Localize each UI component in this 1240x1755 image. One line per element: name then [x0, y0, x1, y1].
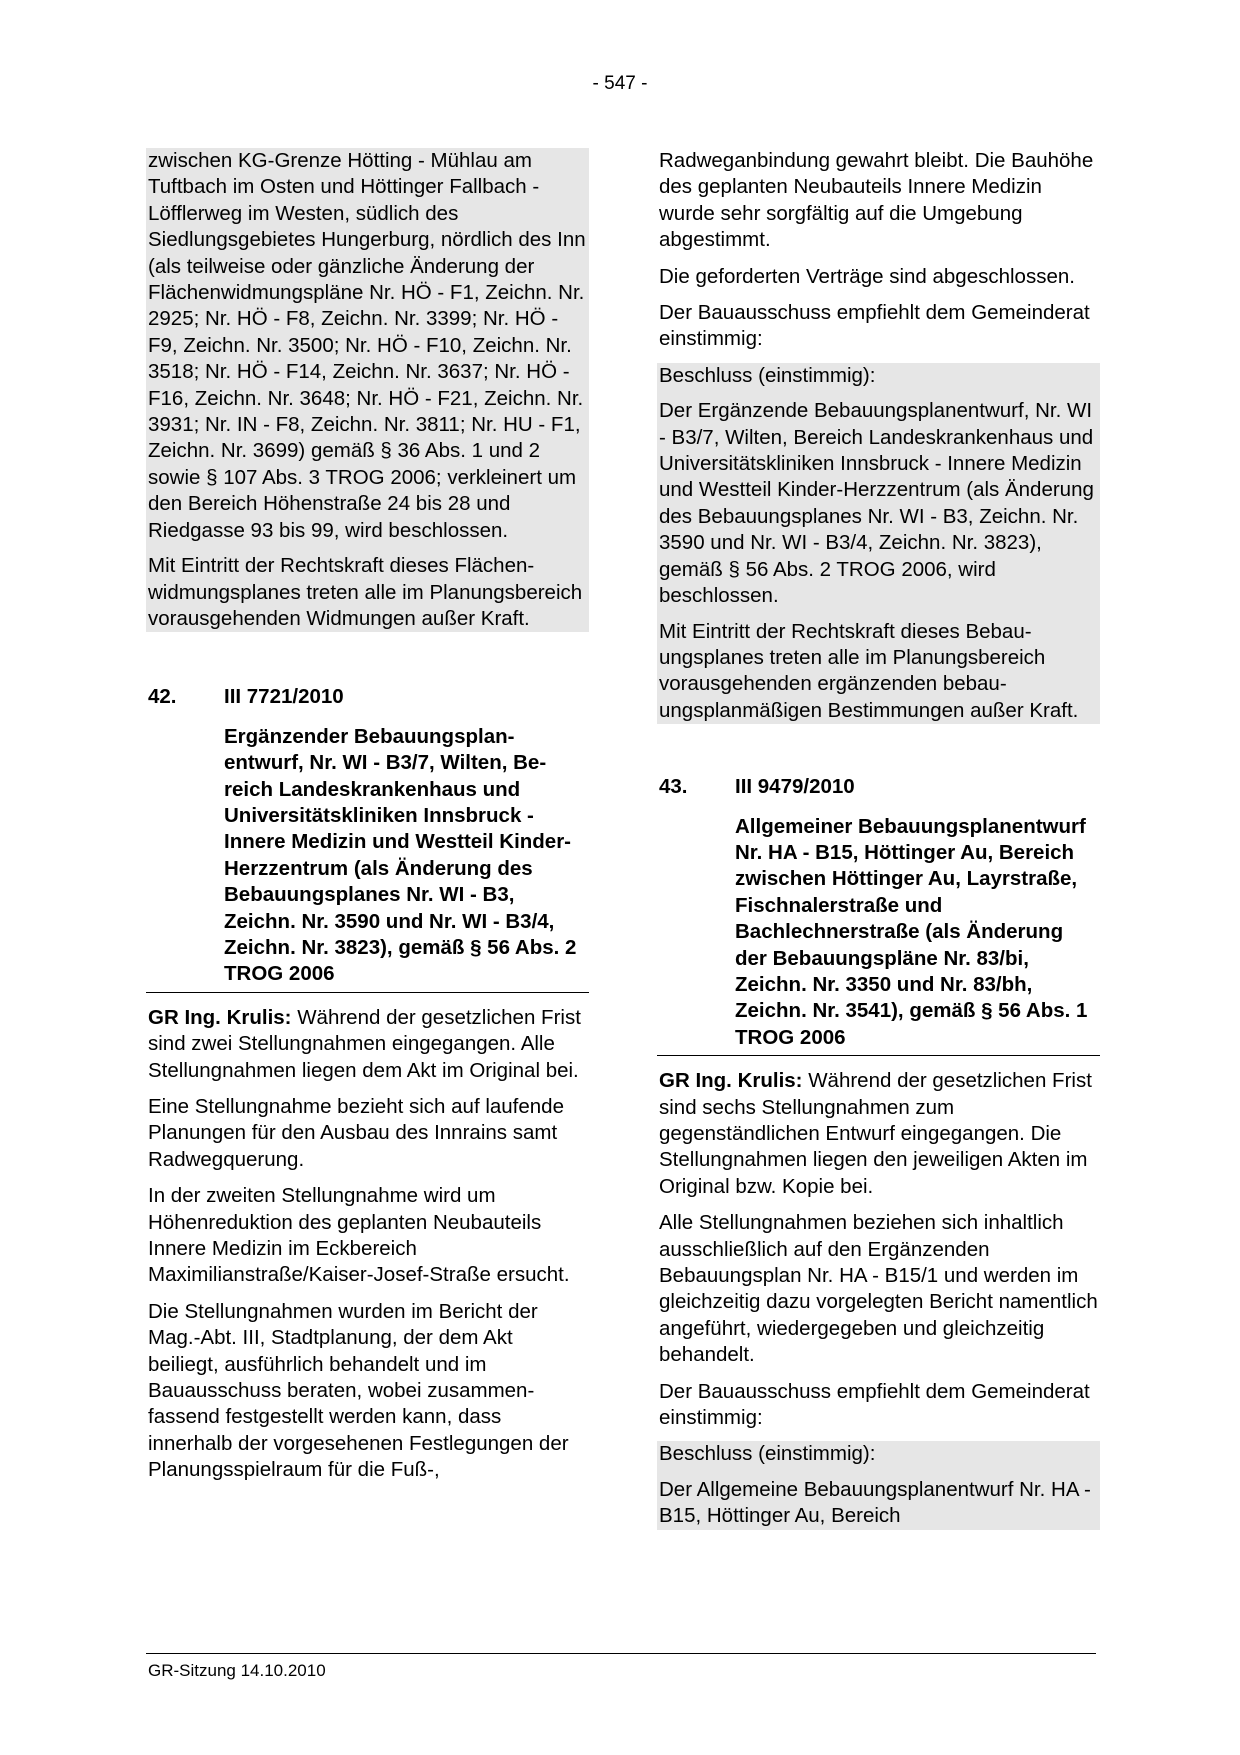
- body-paragraph: Die Stellungnahmen wurden im Bericht der Mag.-Abt. III, Stadtplanung, der dem Akt beiliegt, ausführlich behandelt und im Bauausschuss beraten, wobei zusammenfassend festgestellt werden kann, dass innerhalb der vorgesehenen Festlegungen der Planungsspielraum für die Fuß-,: [148, 1299, 569, 1482]
- resolution-heading: Beschluss (einstimmig):: [659, 363, 876, 387]
- item-number: 42.: [148, 685, 177, 709]
- speaker-name: GR Ing. Krulis:: [148, 1005, 292, 1029]
- body-paragraph: Die geforderten Verträge sind abgeschlossen.: [659, 264, 1075, 288]
- resolution-heading: Beschluss (einstimmig):: [659, 1442, 876, 1466]
- body-paragraph: In der zweiten Stellungnahme wird um Höhenreduktion des geplanten Neubauteils Innere Medizin im Eckbereich Maximilianstraße/Kaiser-Josef-Straße ersucht.: [148, 1184, 570, 1287]
- resolution-block: [657, 363, 1100, 724]
- divider: [657, 1055, 1100, 1056]
- resolution-block: [657, 1441, 1100, 1529]
- item-42-header: [146, 684, 589, 710]
- speaker-paragraph: [657, 1068, 1100, 1200]
- page-number: - 547 -: [592, 73, 648, 94]
- speaker-text: Während der gesetzlichen Frist sind sechs Stellungnahmen zum gegenständlichen Entwurf eingegangen. Die Stellungnahmen liegen den jeweiligen Akten im Original bzw. Kopie bei.: [659, 1069, 1092, 1198]
- left-shaded-paragraph: zwischen KG-Grenze Hötting - Mühlau am Tuftbach im Osten und Höttinger Fallbach - Löfflerweg im Westen, südlich des Siedlungsgebietes Hungerburg, nördlich des Inn (als teilweise oder gänzliche Änderung der Flächenwidmungspläne Nr. HÖ - F1, Zeichn. Nr. 2925; Nr. HÖ - F8, Zeichn. Nr. 3399; Nr. HÖ - F9, Zeichn. Nr. 3500; Nr. HÖ - F10, Zeichn. Nr. 3518; Nr. HÖ - F14, Zeichn. Nr. 3637; Nr. HÖ - F16, Zeichn. Nr. 3648; Nr. HÖ - F21, Zeichn. Nr. 3931; Nr. IN - F8, Zeichn. Nr. 3811; Nr. HU - F1, Zeichn. Nr. 3699) gemäß § 36 Abs. 1 und 2 sowie § 107 Abs. 3 TROG 2006; verkleinert um den Bereich Höhenstraße 24 bis 28 und Riedgasse 93 bis 99, wird beschlossen.: [148, 149, 586, 542]
- item-reference: III 7721/2010: [224, 685, 344, 709]
- item-reference: III 9479/2010: [735, 775, 855, 799]
- divider: [146, 992, 589, 993]
- item-43-header: [657, 774, 1100, 800]
- right-column: [657, 148, 1100, 1530]
- speaker-text: Während der gesetzlichen Frist sind zwei Stellungnahmen eingegangen. Alle Stellungnahmen liegen dem Akt im Original bei.: [148, 1005, 581, 1082]
- left-shaded-paragraph: Mit Eintritt der Rechtskraft dieses Flächenwidmungsplanes treten alle im Planungsbereich vorausgehenden Widmungen außer Kraft.: [148, 554, 583, 630]
- speaker-paragraph: [146, 1005, 589, 1084]
- item-number: 43.: [659, 775, 688, 799]
- body-paragraph: Radweganbindung gewahrt bleibt. Die Bauhöhe des geplanten Neubauteils Innere Medizin wurde sehr sorgfältig auf die Umgebung abgestimmt.: [659, 149, 1094, 252]
- body-paragraph: Der Bauausschuss empfiehlt dem Gemeinderat einstimmig:: [659, 1379, 1090, 1430]
- footer-rule: [146, 1653, 1096, 1654]
- resolution-text: Der Allgemeine Bebauungsplanentwurf Nr. HA - B15, Höttinger Au, Bereich: [659, 1477, 1091, 1528]
- left-shaded-block: [146, 148, 589, 632]
- body-paragraph: Der Bauausschuss empfiehlt dem Gemeinderat einstimmig:: [659, 301, 1090, 351]
- footer-text: GR-Sitzung 14.10.2010: [148, 1661, 326, 1680]
- left-column: [146, 148, 589, 1494]
- speaker-name: GR Ing. Krulis:: [659, 1069, 803, 1093]
- item-42-title: Ergänzender Bebauungsplanentwurf, Nr. WI - B3/7, Wilten, Bereich Landeskrankenhaus und Universitätskliniken Innsbruck - Innere Medizin und Westteil Kinder-Herzzentrum (als Änderung des Bebauungsplanes Nr. WI - B3, Zeichn. Nr. 3590 und Nr. WI - B3/4, Zeichn. Nr. 3823), gemäß § 56 Abs. 2 TROG 2006: [224, 724, 577, 986]
- item-43-title: Allgemeiner Bebauungsplanentwurf Nr. HA - B15, Höttinger Au, Bereich zwischen Höttinger Au, Layrstraße, Fischnalerstraße und Bachlechnerstraße (als Änderung der Bebauungspläne Nr. 83/bi, Zeichn. Nr. 3350 und Nr. 83/bh, Zeichn. Nr. 3541), gemäß § 56 Abs. 1 TROG 2006: [735, 814, 1088, 1049]
- resolution-text: Mit Eintritt der Rechtskraft dieses Bebauungsplanes treten alle im Planungsbereich vorausgehenden ergänzenden bebauungsplanmäßigen Bestimmungen außer Kraft.: [659, 619, 1079, 722]
- body-paragraph: Eine Stellungnahme bezieht sich auf laufende Planungen für den Ausbau des Innrains samt Radwegquerung.: [148, 1095, 564, 1171]
- resolution-text: Der Ergänzende Bebauungsplanentwurf, Nr. WI - B3/7, Wilten, Bereich Landeskrankenhaus und Universitätskliniken Innsbruck - Innere Medizin und Westteil Kinder-Herzzentrum (als Änderung des Bebauungsplanes Nr. WI - B3, Zeichn. Nr. 3590 und Nr. WI - B3/4, Zeichn. Nr. 3823), gemäß § 56 Abs. 2 TROG 2006, wird beschlossen.: [659, 399, 1094, 608]
- body-paragraph: Alle Stellungnahmen beziehen sich inhaltlich ausschließlich auf den Ergänzenden Bebauungsplan Nr. HA - B15/1 und werden im gleichzeitig dazu vorgelegten Bericht namentlich angeführt, wiedergegeben und gleichzeitig behandelt.: [659, 1211, 1098, 1367]
